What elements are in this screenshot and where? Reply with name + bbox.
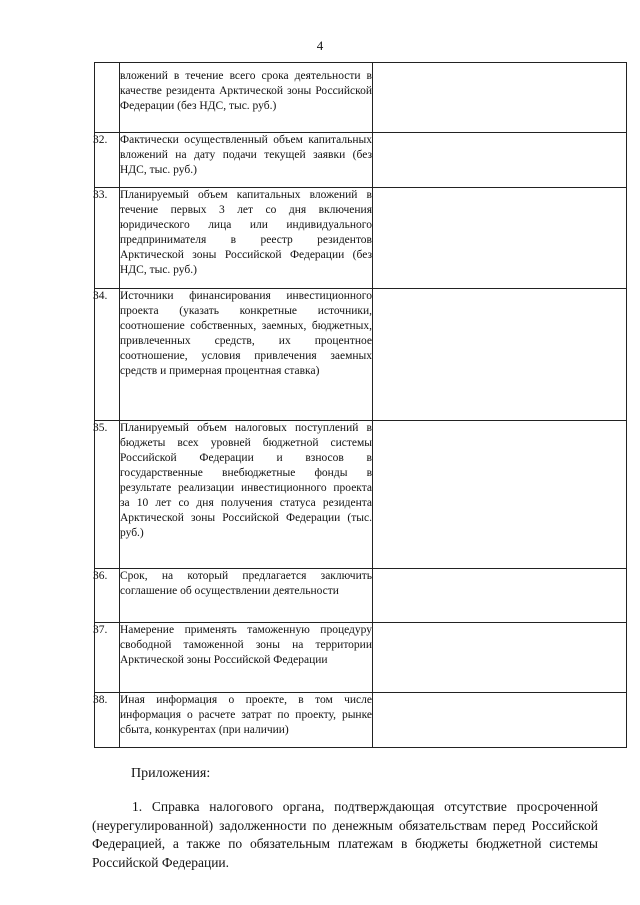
table-row [95, 63, 627, 133]
row-description: Планируемый объем налоговых поступлений в бюджеты всех уровней бюджетной системы Российской Федерации и взносов в государственные внебюджетные фонды в результате реализации инвестиционного проекта за 10 лет со дня получения статуса резидента Арктической зоны Российской Федерации (тыс. руб.) [120, 422, 372, 539]
row-number-cell [95, 623, 120, 693]
row-description-cell [120, 693, 373, 748]
row-number-cell [95, 63, 120, 133]
row-number-cell [95, 188, 120, 289]
row-value-cell [373, 289, 627, 421]
row-value-cell [373, 623, 627, 693]
row-description: Иная информация о проекте, в том числе информация о расчете затрат по проекту, рынке сбыта, конкурентах (при наличии) [120, 694, 372, 736]
table-row [95, 421, 627, 569]
row-value-cell [373, 421, 627, 569]
row-number-cell [95, 289, 120, 421]
row-number-cell [95, 133, 120, 188]
table-row [95, 289, 627, 421]
row-description-cell [120, 289, 373, 421]
table-row [95, 133, 627, 188]
row-description-cell [120, 133, 373, 188]
row-description: Источники финансирования инвестиционного проекта (указать конкретные источники, соотношение собственных, заемных, бюджетных, привлеченных средств, их процентное соотношение, условия привлечения заемных средств и примерная процентная ставка) [120, 290, 372, 377]
row-description: Намерение применять таможенную процедуру свободной таможенной зоны на территории Арктической зоны Российской Федерации [120, 624, 372, 666]
row-value-cell [373, 188, 627, 289]
application-form-table [94, 62, 627, 748]
table-row [95, 188, 627, 289]
row-value-cell [373, 133, 627, 188]
row-value-cell [373, 569, 627, 623]
row-number: 34. [93, 290, 108, 302]
row-description: Фактически осуществленный объем капитальных вложений на дату подачи текущей заявки (без НДС, тыс. руб.) [120, 134, 372, 176]
row-number-cell [95, 421, 120, 569]
row-description: Срок, на который предлагается заключить соглашение об осуществлении деятельности [120, 570, 372, 597]
row-value-cell [373, 693, 627, 748]
row-value-cell [373, 63, 627, 133]
row-number-cell [95, 569, 120, 623]
table-row [95, 569, 627, 623]
appendix-title: Приложения: [131, 766, 211, 781]
row-number: 33. [93, 189, 108, 201]
row-number: 35. [93, 422, 108, 434]
row-description-cell [120, 421, 373, 569]
table-row [95, 623, 627, 693]
row-description-cell [120, 188, 373, 289]
row-number: 38. [93, 694, 108, 706]
table-row [95, 693, 627, 748]
row-number: 32. [93, 134, 108, 146]
appendix-item: 1. Справка налогового органа, подтверждающая отсутствие просроченной (неурегулированной) задолженности по денежным обязательствам перед Российской Федерацией, а также по обязательным платежам в бюджеты бюджетной системы Российской Федерации. [92, 799, 598, 870]
row-description-cell [120, 63, 373, 133]
row-number-cell [95, 693, 120, 748]
row-number: 36. [93, 570, 108, 582]
row-number: 37. [93, 624, 108, 636]
row-description: Планируемый объем капитальных вложений в течение первых 3 лет со дня включения юридического лица или индивидуального предпринимателя в реестр резидентов Арктической зоны Российской Федерации (без НДС, тыс. руб.) [120, 189, 372, 276]
row-description: вложений в течение всего срока деятельности в качестве резидента Арктической зоны Российской Федерации (без НДС, тыс. руб.) [120, 70, 372, 112]
row-description-cell [120, 623, 373, 693]
row-description-cell [120, 569, 373, 623]
page-number: 4 [316, 38, 324, 53]
